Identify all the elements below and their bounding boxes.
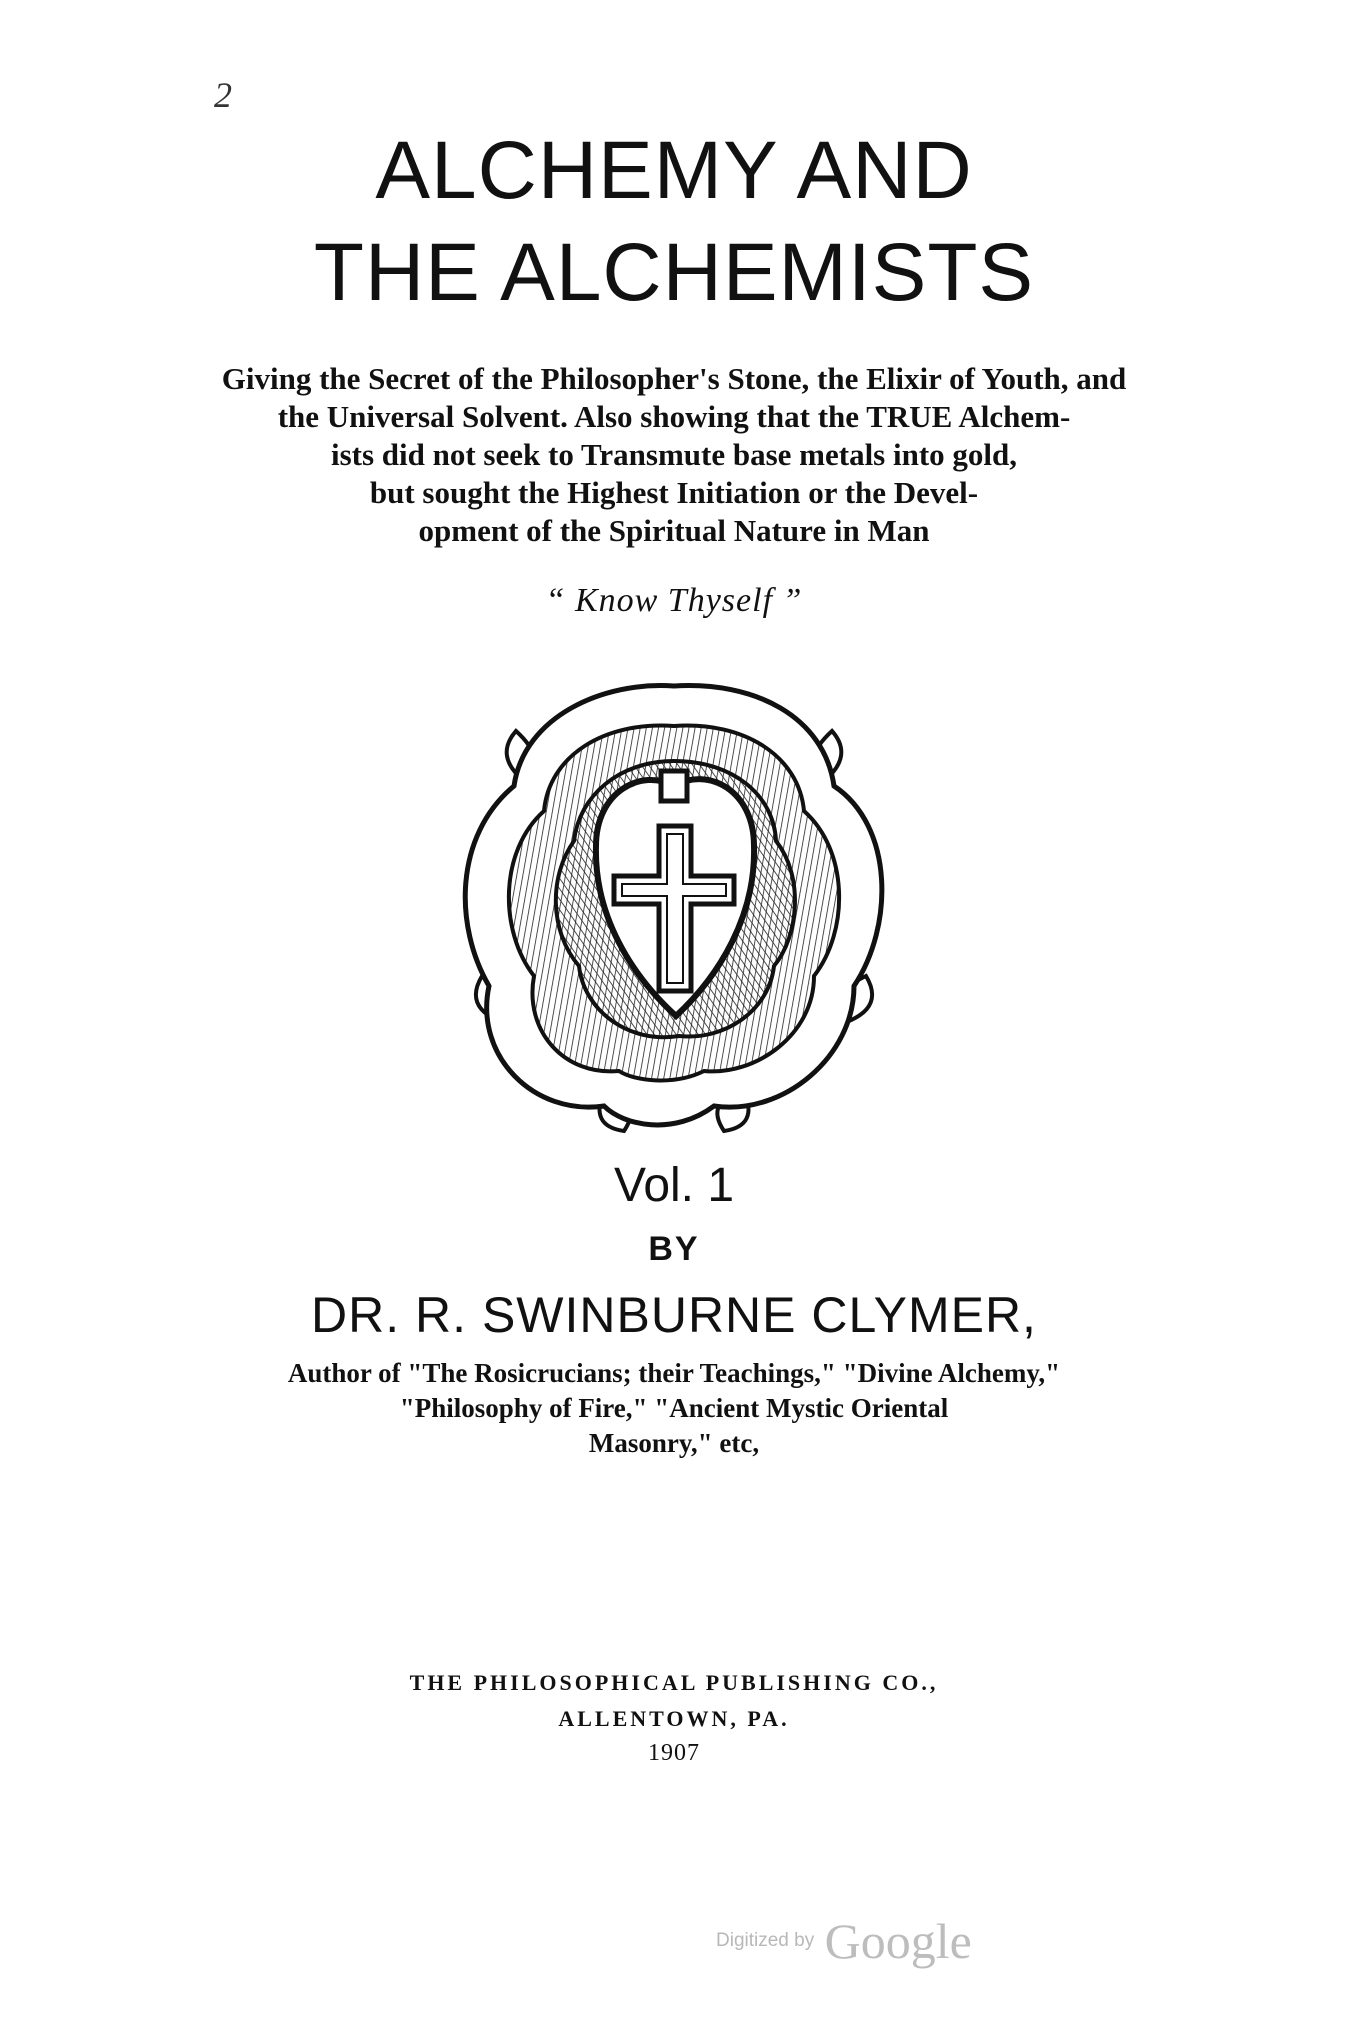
publisher-name: THE PHILOSOPHICAL PUBLISHING CO.,: [409, 1670, 939, 1695]
publisher-location: ALLENTOWN, PA.: [558, 1706, 790, 1731]
author-works-line-3: Masonry," etc,: [588, 1428, 760, 1458]
subtitle-line-1: Giving the Secret of the Philosopher's Stone, the Elixir of Youth, and: [221, 361, 1127, 396]
rose-cross-icon: [454, 676, 894, 1136]
author-works: [190, 1356, 1158, 1461]
volume-label: Vol. 1: [613, 1159, 735, 1212]
author-works-line-1: Author of "The Rosicrucians; their Teachings," "Divine Alchemy,": [287, 1358, 1061, 1388]
subtitle-line-4: but sought the Highest Initiation or the Devel-: [369, 475, 979, 510]
title-line-1: ALCHEMY AND: [375, 125, 973, 216]
digitized-watermark: [716, 1912, 972, 1970]
author-works-line-2: "Philosophy of Fire," "Ancient Mystic Oriental: [399, 1393, 949, 1423]
motto: “ Know Thyself ”: [545, 582, 803, 619]
author-name: DR. R. SWINBURNE CLYMER,: [311, 1287, 1037, 1343]
subtitle-line-5: opment of the Spiritual Nature in Man: [418, 513, 930, 548]
subtitle: [150, 360, 1198, 550]
subtitle-line-3: ists did not seek to Transmute base metals into gold,: [330, 437, 1018, 472]
subtitle-line-2: the Universal Solvent. Also showing that the TRUE Alchem-: [277, 399, 1071, 434]
corner-mark: 2: [214, 75, 232, 115]
title-line-2: THE ALCHEMISTS: [313, 227, 1035, 318]
digitized-by-label: Digitized by: [716, 1930, 815, 1951]
by-label: BY: [648, 1230, 700, 1268]
google-logo: Google: [824, 1913, 972, 1969]
publication-year: 1907: [648, 1740, 700, 1766]
